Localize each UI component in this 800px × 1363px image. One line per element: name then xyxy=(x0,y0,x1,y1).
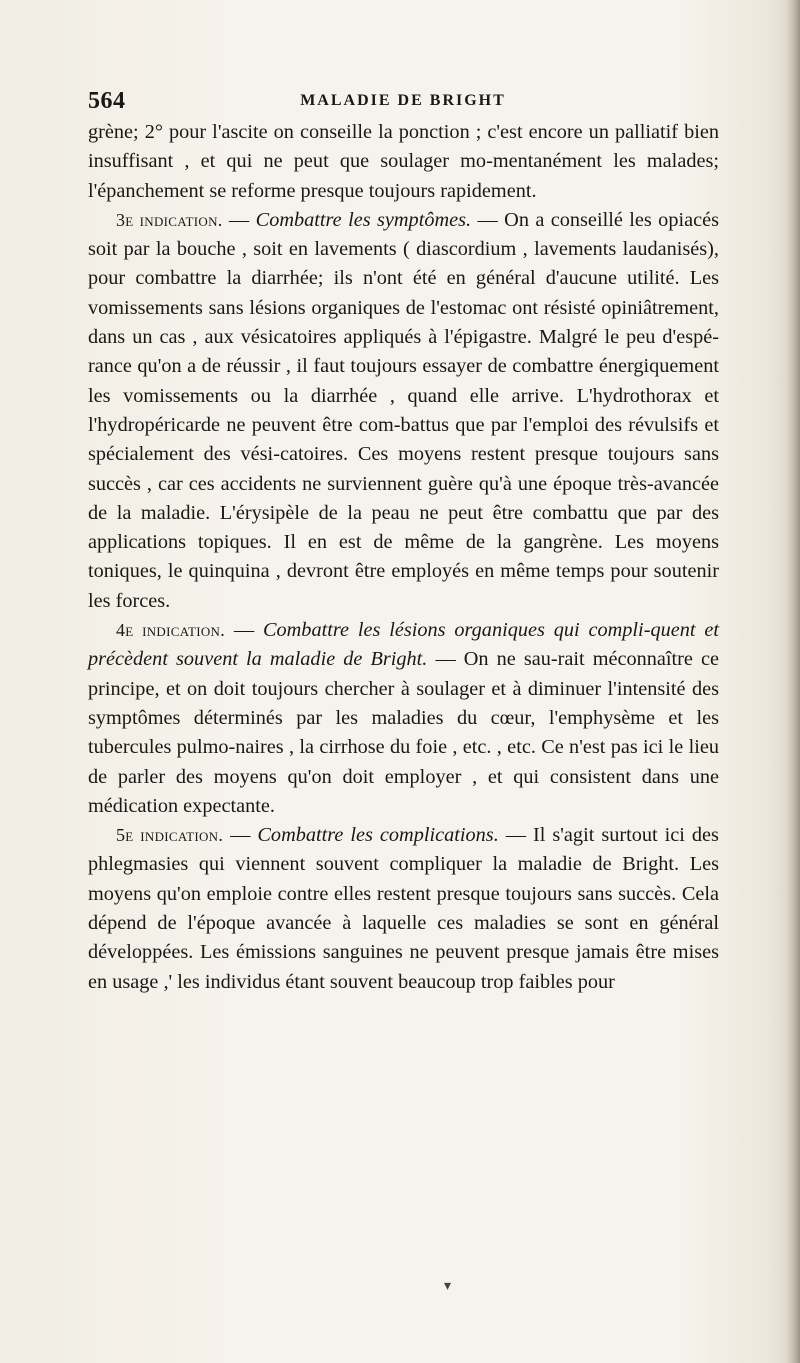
section-title-3: Combattre les symptômes. xyxy=(255,208,472,231)
section-label-3: 3e indication. xyxy=(116,209,223,230)
dash: — xyxy=(233,619,255,642)
page-number: 564 xyxy=(88,88,126,114)
paragraph-4-text: Il s'agit surtout ici des phlegmasies qui viennent souvent compliquer la maladie de Bright. Les moyens qu'on emploie contre elles restent presque toujours sans succès. Cela dépend de l'époque avancée à laquelle ces maladies se sont en général développées. Les émissions sanguines ne peuvent presque jamais être mises en usage ,' les individus étant souvent beaucoup trop faibles pour xyxy=(88,824,719,993)
paragraph-2-text: On a conseillé les opiacés soit par la bouche , soit en lavements ( diascordium , lavements laudanisés), pour combattre la diarrhée; ils n'ont été en général d'aucune utilité. Les vomissements sans lésions organiques de l'estomac ont résisté opiniâtrement, dans un cas , aux vésicatoires appliqués à l'épigastre. Malgré le peu d'espé-rance qu'on a de réussir , il faut toujours essayer de combattre énergiquement les vomissements ou la diarrhée , quand elle arrive. L'hydrothorax et l'hydropéricarde ne peuvent être com-battus que par l'emploi des révulsifs et spécialement des vési-catoires. Ces moyens restent presque toujours sans succès , car ces accidents ne surviennent guère qu'à une époque très-avancée de la maladie. L'érysipèle de la peau ne peut être combattu que par des applications topiques. Il en est de même de la gangrène. Les moyens toniques, le quinquina , devront être employés en même temps pour soutenir les forces. xyxy=(88,208,719,612)
paragraph-4 xyxy=(88,821,719,997)
dash: — xyxy=(435,648,456,671)
paragraph-2 xyxy=(88,206,719,616)
section-label-5: 5e indication. xyxy=(116,825,224,846)
section-title-5: Combattre les complications. xyxy=(257,824,499,847)
print-speck: ▾ xyxy=(444,1279,452,1294)
paragraph-3-text: On ne sau-rait méconnaître ce principe, et on doit toujours chercher à soulager et à diminuer l'intensité des symptômes déterminés par les maladies du cœur, l'emphysème et les tubercules pulmo-naires , la cirrhose du foie , etc. , etc. Ce n'est pas ici le lieu de parler des moyens qu'on doit employer , et qui consistent dans une médication expectante. xyxy=(88,648,719,817)
paragraph-1-text: grène; 2° pour l'ascite on conseille la ponction ; c'est encore un palliatif bien insuffisant , et qui ne peut que soulager mo-mentanément les malades; l'épanchement se reforme presque toujours rapidement. xyxy=(88,121,719,202)
dash: — xyxy=(505,824,527,847)
page-edge-shadow xyxy=(786,0,800,1363)
section-title-4: Combattre les lésions organiques qui compli-quent et précèdent souvent la maladie de Bright. xyxy=(88,619,719,671)
section-label-4: 4e indication. xyxy=(116,620,226,641)
paragraph-3 xyxy=(88,616,719,821)
paragraph-1 xyxy=(88,118,719,206)
page-header xyxy=(88,88,718,118)
dash: — xyxy=(230,824,251,847)
dash: — xyxy=(477,208,498,231)
running-title: MALADIE DE BRIGHT xyxy=(300,92,506,109)
dash: — xyxy=(228,208,250,231)
body-text xyxy=(88,118,719,997)
